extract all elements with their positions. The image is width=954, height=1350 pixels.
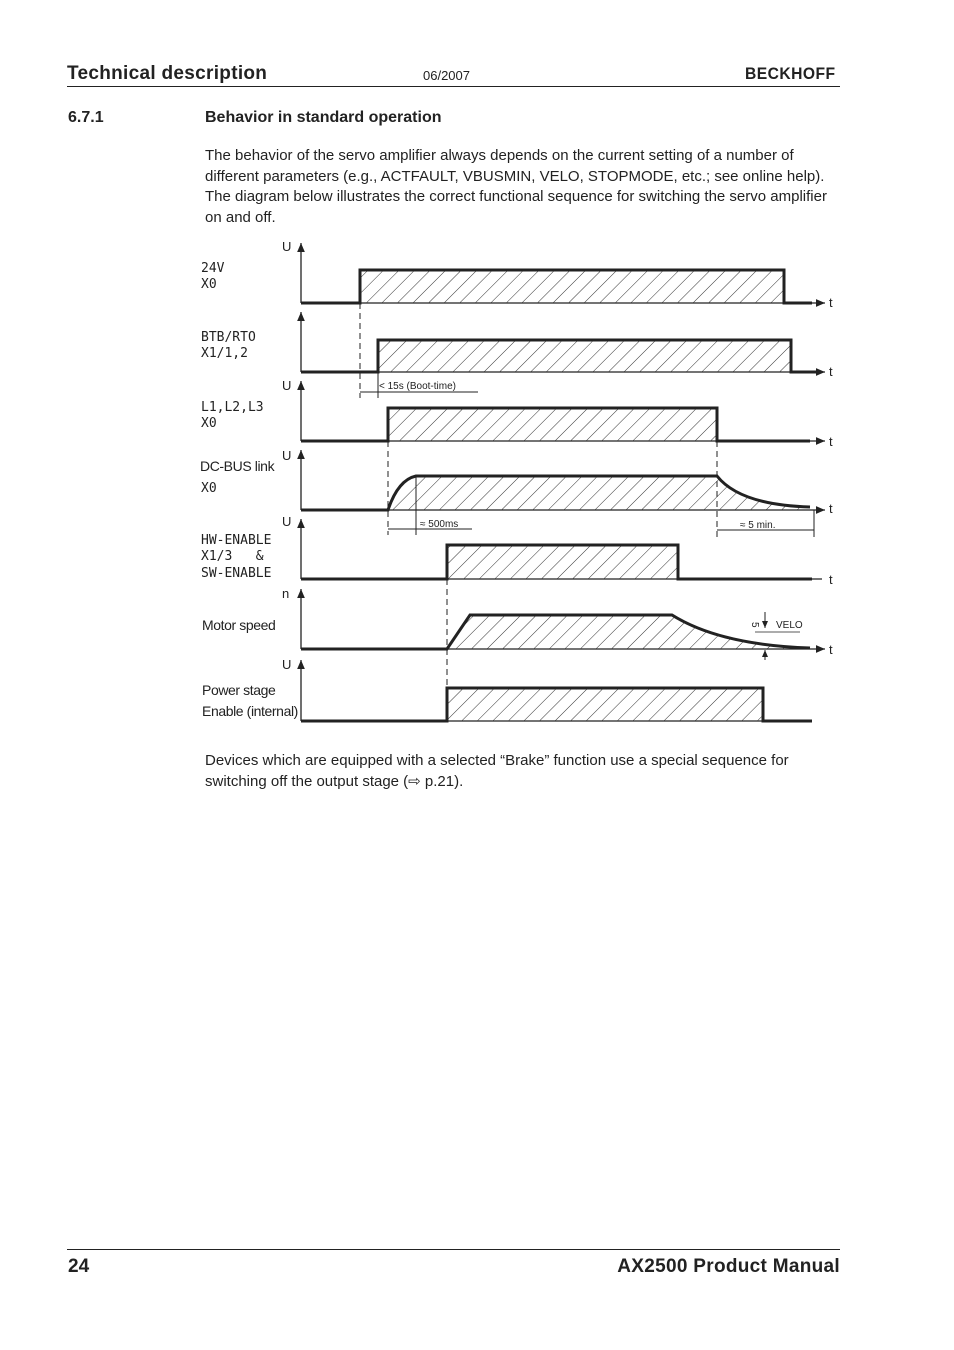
signal-label: X0: [201, 481, 217, 496]
brand-logo: BECKHOFF: [745, 64, 836, 83]
signal-label: Enable (internal): [202, 703, 298, 719]
time-label: t: [829, 501, 833, 516]
signal-dc-bus: [200, 441, 833, 537]
page-number: 24: [68, 1256, 90, 1277]
signal-btb-rto: [201, 303, 833, 398]
signal-label: BTB/RTO: [201, 330, 256, 345]
header-title: Technical description: [67, 63, 268, 84]
manual-title: AX2500 Product Manual: [617, 1256, 840, 1277]
signal-label: HW-ENABLE: [201, 533, 272, 548]
signal-label: Power stage: [202, 682, 276, 698]
signal-mains: [201, 378, 833, 449]
signal-24v: [201, 239, 833, 310]
footer-rule: [67, 1249, 840, 1250]
section-title: Behavior in standard operation: [205, 109, 442, 126]
intro-paragraph: The behavior of the servo amplifier always depends on the current setting of a number of different parameters (e.g., ACTFAULT, VBUSMIN, VELO, STOPMODE, etc.; see online help). The diagram below illustrates the correct functional sequence for switching the servo amplifier on and off.: [205, 147, 827, 226]
signal-label: 24V: [201, 261, 225, 276]
velo-label: VELO: [776, 620, 803, 631]
signal-label: X1/1,2: [201, 346, 248, 361]
dc-decay-annotation: ≈ 5 min.: [740, 520, 776, 531]
time-label: t: [829, 364, 833, 379]
brake-note-paragraph: Devices which are equipped with a selected “Brake” function use a special sequence for switching off the output stage (⇨ p.21).: [205, 752, 789, 790]
signal-label: X0: [201, 277, 217, 292]
axis-label-u: U: [282, 239, 292, 254]
dc-rise-annotation: ≈ 500ms: [420, 519, 459, 530]
axis-label-n: n: [282, 586, 290, 601]
signal-label: X1/3 &: [201, 549, 264, 564]
axis-label-u: U: [282, 448, 292, 463]
axis-label-u: U: [282, 378, 292, 393]
section-number: 6.7.1: [68, 109, 104, 126]
time-label: t: [829, 434, 833, 449]
time-label: t: [829, 572, 833, 587]
signal-power-stage: [202, 657, 812, 721]
axis-label-u: U: [282, 514, 292, 529]
time-label: t: [829, 295, 833, 310]
header-date: 06/2007: [423, 68, 470, 83]
signal-label: Motor speed: [202, 617, 276, 633]
time-label: t: [829, 642, 833, 657]
velo-offset: 5: [749, 622, 760, 628]
signal-enable: [201, 514, 833, 690]
signal-label: SW-ENABLE: [201, 566, 272, 581]
boot-time-annotation: < 15s (Boot-time): [379, 381, 456, 392]
axis-label-u: U: [282, 657, 292, 672]
signal-label: X0: [201, 416, 217, 431]
signal-label: DC-BUS link: [200, 458, 275, 474]
signal-motor-speed: [202, 586, 833, 660]
signal-label: L1,L2,L3: [201, 400, 264, 415]
